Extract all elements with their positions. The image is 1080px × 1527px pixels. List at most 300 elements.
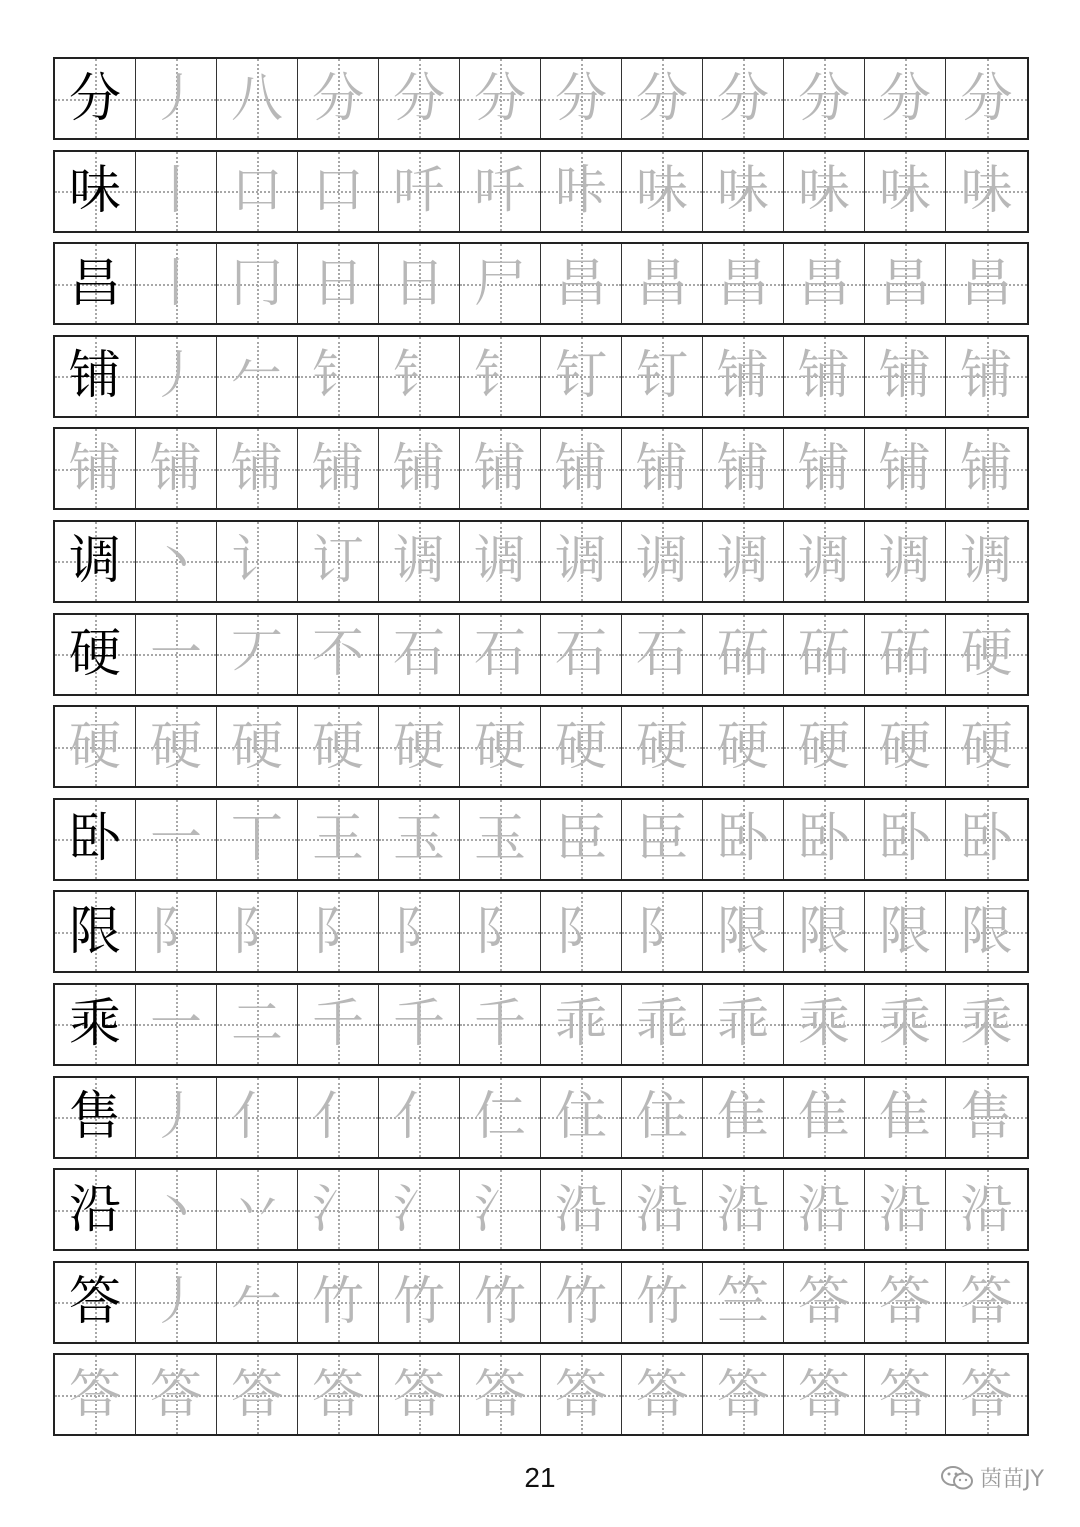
tracing-cell: [460, 522, 541, 601]
tracing-cell: [298, 985, 379, 1064]
tracing-cell: [703, 152, 784, 231]
tracing-cell: [784, 800, 865, 879]
practice-row: [53, 798, 1029, 881]
tracing-character: 答: [635, 1364, 688, 1425]
tracing-cell: [379, 707, 460, 786]
tracing-character: 限: [716, 901, 769, 962]
tracing-character: 调: [960, 531, 1013, 592]
tracing-character: 分: [797, 68, 850, 129]
tracing-cell: [136, 707, 217, 786]
tracing-cell: [865, 59, 946, 138]
tracing-character: 硬: [797, 716, 850, 777]
tracing-character: 味: [716, 161, 769, 222]
tracing-character: 隹: [797, 1087, 850, 1148]
model-character-cell: [55, 1170, 136, 1249]
tracing-character: 亻: [392, 1087, 445, 1148]
tracing-cell: [946, 1263, 1027, 1342]
tracing-character: 铺: [716, 346, 769, 407]
tracing-character: 阝: [230, 901, 283, 962]
tracing-cell: [298, 1170, 379, 1249]
tracing-character: 硬: [554, 716, 607, 777]
tracing-character: 一: [149, 809, 202, 870]
watermark: [940, 1462, 1044, 1493]
tracing-cell: [379, 892, 460, 971]
tracing-character: 玉: [473, 809, 526, 870]
tracing-character: 沿: [716, 1179, 769, 1240]
tracing-cell: [622, 707, 703, 786]
tracing-cell: [541, 244, 622, 323]
wechat-icon: [940, 1465, 974, 1491]
tracing-character: 答: [149, 1364, 202, 1425]
tracing-cell: [622, 522, 703, 601]
tracing-cell: [379, 615, 460, 694]
tracing-cell: [703, 707, 784, 786]
tracing-cell: [622, 985, 703, 1064]
tracing-cell: [541, 892, 622, 971]
tracing-character: 答: [68, 1364, 121, 1425]
tracing-cell: [622, 1078, 703, 1157]
tracing-character: 铺: [68, 438, 121, 499]
tracing-character: 丅: [230, 809, 283, 870]
tracing-character: 硬: [230, 716, 283, 777]
tracing-character: 铺: [797, 438, 850, 499]
practice-row: [53, 57, 1029, 140]
tracing-character: 分: [716, 68, 769, 129]
tracing-cell: [541, 707, 622, 786]
tracing-character: 钅: [473, 346, 526, 407]
tracing-character: 铺: [149, 438, 202, 499]
tracing-cell: [541, 985, 622, 1064]
model-character: 售: [68, 1087, 121, 1148]
practice-row: [53, 613, 1029, 696]
tracing-cell: [217, 244, 298, 323]
tracing-cell: [460, 244, 541, 323]
tracing-character: 石: [392, 624, 445, 685]
practice-row: [53, 705, 1029, 788]
tracing-character: 限: [878, 901, 931, 962]
tracing-character: 售: [960, 1087, 1013, 1148]
tracing-cell: [541, 522, 622, 601]
tracing-character: 铺: [635, 438, 688, 499]
tracing-cell: [784, 615, 865, 694]
tracing-cell: [865, 800, 946, 879]
tracing-cell: [703, 244, 784, 323]
practice-row: [53, 1168, 1029, 1251]
tracing-cell: [784, 1263, 865, 1342]
model-character-cell: [55, 244, 136, 323]
tracing-cell: [460, 800, 541, 879]
tracing-cell: [136, 337, 217, 416]
tracing-cell: [703, 1355, 784, 1434]
tracing-character: 丆: [230, 624, 283, 685]
tracing-cell: [298, 152, 379, 231]
tracing-cell: [136, 1078, 217, 1157]
tracing-cell: [784, 1170, 865, 1249]
tracing-character: 铺: [878, 346, 931, 407]
tracing-cell: [622, 152, 703, 231]
tracing-cell: [298, 59, 379, 138]
tracing-cell: [136, 1355, 217, 1434]
tracing-cell: [460, 615, 541, 694]
tracing-character: 石: [473, 624, 526, 685]
tracing-character: 口: [230, 161, 283, 222]
tracing-cell: [136, 1263, 217, 1342]
tracing-cell: [298, 244, 379, 323]
tracing-character: 答: [878, 1272, 931, 1333]
tracing-cell: [136, 615, 217, 694]
tracing-cell: [217, 59, 298, 138]
tracing-cell: [946, 800, 1027, 879]
practice-row: [53, 150, 1029, 233]
tracing-cell: [541, 152, 622, 231]
tracing-cell: [865, 707, 946, 786]
tracing-cell: [622, 892, 703, 971]
tracing-character: 日: [392, 253, 445, 314]
tracing-cell: [784, 152, 865, 231]
tracing-character: 阝: [554, 901, 607, 962]
tracing-cell: [865, 615, 946, 694]
practice-row: [53, 1261, 1029, 1344]
tracing-cell: [460, 152, 541, 231]
tracing-cell: [946, 152, 1027, 231]
tracing-character: 味: [635, 161, 688, 222]
tracing-character: 二: [230, 994, 283, 1055]
tracing-character: 昌: [716, 253, 769, 314]
tracing-character: 硬: [68, 716, 121, 777]
tracing-character: 丷: [230, 1179, 283, 1240]
model-character: 乘: [68, 994, 121, 1055]
model-character: 铺: [68, 346, 121, 407]
tracing-character: 调: [878, 531, 931, 592]
tracing-character: 答: [716, 1364, 769, 1425]
practice-grid: [53, 57, 1029, 1446]
tracing-cell: [784, 707, 865, 786]
model-character-cell: [55, 707, 136, 786]
tracing-cell: [217, 522, 298, 601]
tracing-cell: [703, 1078, 784, 1157]
tracing-cell: [946, 985, 1027, 1064]
tracing-character: 调: [797, 531, 850, 592]
tracing-character: 限: [797, 901, 850, 962]
tracing-cell: [217, 1078, 298, 1157]
tracing-character: 铺: [878, 438, 931, 499]
tracing-character: 乘: [960, 994, 1013, 1055]
tracing-character: 调: [473, 531, 526, 592]
tracing-cell: [703, 522, 784, 601]
tracing-character: 一: [149, 624, 202, 685]
tracing-cell: [946, 1170, 1027, 1249]
tracing-cell: [379, 337, 460, 416]
tracing-character: 沿: [554, 1179, 607, 1240]
tracing-character: 钅: [392, 346, 445, 407]
tracing-character: 昌: [878, 253, 931, 314]
tracing-character: 阝: [635, 901, 688, 962]
tracing-character: 住: [554, 1087, 607, 1148]
tracing-cell: [946, 337, 1027, 416]
tracing-character: 昌: [635, 253, 688, 314]
tracing-cell: [217, 429, 298, 508]
tracing-character: 硬: [960, 716, 1013, 777]
tracing-cell: [460, 892, 541, 971]
tracing-character: 仁: [473, 1087, 526, 1148]
tracing-cell: [217, 1355, 298, 1434]
tracing-character: 竹: [392, 1272, 445, 1333]
model-character-cell: [55, 522, 136, 601]
tracing-character: 调: [635, 531, 688, 592]
tracing-cell: [541, 337, 622, 416]
tracing-character: 氵: [311, 1179, 364, 1240]
tracing-cell: [622, 59, 703, 138]
tracing-character: 铺: [960, 438, 1013, 499]
tracing-cell: [298, 429, 379, 508]
tracing-cell: [379, 1170, 460, 1249]
tracing-cell: [703, 59, 784, 138]
tracing-cell: [460, 707, 541, 786]
tracing-cell: [784, 892, 865, 971]
tracing-cell: [541, 800, 622, 879]
tracing-character: 答: [473, 1364, 526, 1425]
tracing-cell: [379, 152, 460, 231]
tracing-character: 隹: [716, 1087, 769, 1148]
tracing-cell: [460, 1078, 541, 1157]
tracing-character: 铺: [554, 438, 607, 499]
tracing-character: 味: [797, 161, 850, 222]
tracing-cell: [946, 59, 1027, 138]
tracing-cell: [703, 800, 784, 879]
tracing-cell: [298, 615, 379, 694]
tracing-cell: [865, 244, 946, 323]
tracing-character: 钉: [635, 346, 688, 407]
tracing-cell: [460, 429, 541, 508]
tracing-character: 答: [230, 1364, 283, 1425]
tracing-character: 硬: [149, 716, 202, 777]
page-number: 21: [524, 1462, 556, 1493]
tracing-character: 隹: [878, 1087, 931, 1148]
tracing-character: 硬: [635, 716, 688, 777]
tracing-cell: [136, 985, 217, 1064]
tracing-cell: [622, 429, 703, 508]
tracing-character: 砳: [878, 624, 931, 685]
tracing-character: 咔: [554, 161, 607, 222]
tracing-cell: [541, 1263, 622, 1342]
model-character-cell: [55, 800, 136, 879]
tracing-cell: [946, 522, 1027, 601]
tracing-cell: [622, 615, 703, 694]
tracing-cell: [217, 707, 298, 786]
tracing-character: 丨: [149, 161, 202, 222]
tracing-cell: [622, 800, 703, 879]
tracing-character: 分: [960, 68, 1013, 129]
tracing-character: 铺: [230, 438, 283, 499]
tracing-character: 石: [635, 624, 688, 685]
tracing-character: 丨: [149, 253, 202, 314]
tracing-cell: [136, 892, 217, 971]
watermark-text: 茵苗JY: [980, 1467, 1044, 1492]
tracing-cell: [379, 1355, 460, 1434]
practice-row: [53, 242, 1029, 325]
tracing-character: 住: [635, 1087, 688, 1148]
tracing-cell: [703, 429, 784, 508]
tracing-cell: [784, 1355, 865, 1434]
model-character-cell: [55, 1078, 136, 1157]
tracing-cell: [217, 152, 298, 231]
tracing-cell: [784, 1078, 865, 1157]
tracing-character: 王: [311, 809, 364, 870]
tracing-cell: [298, 1355, 379, 1434]
tracing-character: 味: [878, 161, 931, 222]
tracing-character: 口: [311, 161, 364, 222]
tracing-cell: [865, 1078, 946, 1157]
tracing-character: 卧: [797, 809, 850, 870]
tracing-cell: [136, 800, 217, 879]
tracing-cell: [298, 522, 379, 601]
model-character: 硬: [68, 624, 121, 685]
tracing-cell: [865, 892, 946, 971]
tracing-cell: [217, 1170, 298, 1249]
tracing-cell: [460, 1355, 541, 1434]
tracing-character: 沿: [878, 1179, 931, 1240]
tracing-character: 讠: [230, 531, 283, 592]
tracing-character: 铺: [392, 438, 445, 499]
tracing-cell: [379, 1078, 460, 1157]
tracing-character: 硬: [311, 716, 364, 777]
tracing-character: 昌: [960, 253, 1013, 314]
tracing-cell: [136, 1170, 217, 1249]
model-character-cell: [55, 59, 136, 138]
tracing-cell: [946, 244, 1027, 323]
tracing-character: 千: [473, 994, 526, 1055]
tracing-character: 铺: [716, 438, 769, 499]
tracing-character: 沿: [797, 1179, 850, 1240]
tracing-cell: [946, 429, 1027, 508]
tracing-character: 𠂉: [230, 346, 283, 407]
tracing-character: 分: [878, 68, 931, 129]
model-character-cell: [55, 985, 136, 1064]
tracing-character: 卧: [716, 809, 769, 870]
model-character: 昌: [68, 253, 121, 314]
tracing-character: 臣: [635, 809, 688, 870]
tracing-cell: [379, 1263, 460, 1342]
tracing-cell: [379, 985, 460, 1064]
tracing-cell: [703, 1170, 784, 1249]
tracing-cell: [784, 985, 865, 1064]
tracing-character: 答: [554, 1364, 607, 1425]
tracing-cell: [379, 429, 460, 508]
tracing-character: 竹: [554, 1272, 607, 1333]
tracing-character: 氵: [473, 1179, 526, 1240]
tracing-cell: [217, 985, 298, 1064]
tracing-cell: [622, 1170, 703, 1249]
model-character-cell: [55, 152, 136, 231]
tracing-character: 丶: [149, 1179, 202, 1240]
tracing-cell: [622, 337, 703, 416]
tracing-cell: [217, 337, 298, 416]
tracing-cell: [946, 892, 1027, 971]
tracing-character: 乘: [797, 994, 850, 1055]
tracing-cell: [541, 59, 622, 138]
tracing-cell: [217, 892, 298, 971]
tracing-character: 八: [230, 68, 283, 129]
tracing-character: 分: [311, 68, 364, 129]
tracing-character: 铺: [960, 346, 1013, 407]
tracing-character: 吀: [392, 161, 445, 222]
tracing-cell: [379, 522, 460, 601]
tracing-character: 亻: [230, 1087, 283, 1148]
tracing-character: 分: [554, 68, 607, 129]
tracing-character: 答: [797, 1364, 850, 1425]
tracing-cell: [541, 1355, 622, 1434]
tracing-cell: [541, 1170, 622, 1249]
model-character: 限: [68, 901, 121, 962]
tracing-character: 调: [554, 531, 607, 592]
tracing-character: 阝: [311, 901, 364, 962]
tracing-character: 千: [392, 994, 445, 1055]
tracing-cell: [460, 337, 541, 416]
tracing-character: 氵: [392, 1179, 445, 1240]
practice-row: [53, 1076, 1029, 1159]
tracing-cell: [784, 337, 865, 416]
tracing-character: 限: [960, 901, 1013, 962]
practice-row: [53, 427, 1029, 510]
tracing-character: 石: [554, 624, 607, 685]
tracing-cell: [865, 429, 946, 508]
tracing-cell: [865, 985, 946, 1064]
model-character-cell: [55, 892, 136, 971]
tracing-character: 千: [311, 994, 364, 1055]
tracing-cell: [865, 1170, 946, 1249]
tracing-character: 答: [797, 1272, 850, 1333]
tracing-cell: [136, 522, 217, 601]
tracing-character: 味: [960, 161, 1013, 222]
tracing-character: 丶: [149, 531, 202, 592]
tracing-character: 丿: [149, 1087, 202, 1148]
tracing-character: 铺: [797, 346, 850, 407]
tracing-cell: [136, 152, 217, 231]
tracing-character: 吀: [473, 161, 526, 222]
tracing-character: 不: [311, 624, 364, 685]
practice-row: [53, 890, 1029, 973]
tracing-cell: [622, 1263, 703, 1342]
tracing-character: 沿: [960, 1179, 1013, 1240]
tracing-character: 答: [960, 1364, 1013, 1425]
tracing-cell: [784, 429, 865, 508]
practice-row: [53, 335, 1029, 418]
tracing-character: 乖: [554, 994, 607, 1055]
tracing-cell: [298, 707, 379, 786]
tracing-character: 硬: [473, 716, 526, 777]
tracing-character: 臣: [554, 809, 607, 870]
tracing-cell: [865, 1355, 946, 1434]
tracing-character: 分: [635, 68, 688, 129]
model-character: 卧: [68, 809, 121, 870]
tracing-character: 阝: [392, 901, 445, 962]
tracing-character: 调: [392, 531, 445, 592]
tracing-cell: [136, 244, 217, 323]
tracing-character: 丿: [149, 346, 202, 407]
model-character-cell: [55, 615, 136, 694]
model-character: 调: [68, 531, 121, 592]
tracing-cell: [865, 522, 946, 601]
tracing-character: 乘: [878, 994, 931, 1055]
tracing-cell: [217, 800, 298, 879]
tracing-cell: [703, 615, 784, 694]
tracing-cell: [460, 1263, 541, 1342]
tracing-character: 答: [960, 1272, 1013, 1333]
tracing-character: 铺: [311, 438, 364, 499]
tracing-cell: [460, 985, 541, 1064]
tracing-character: 钉: [554, 346, 607, 407]
tracing-character: 硬: [716, 716, 769, 777]
